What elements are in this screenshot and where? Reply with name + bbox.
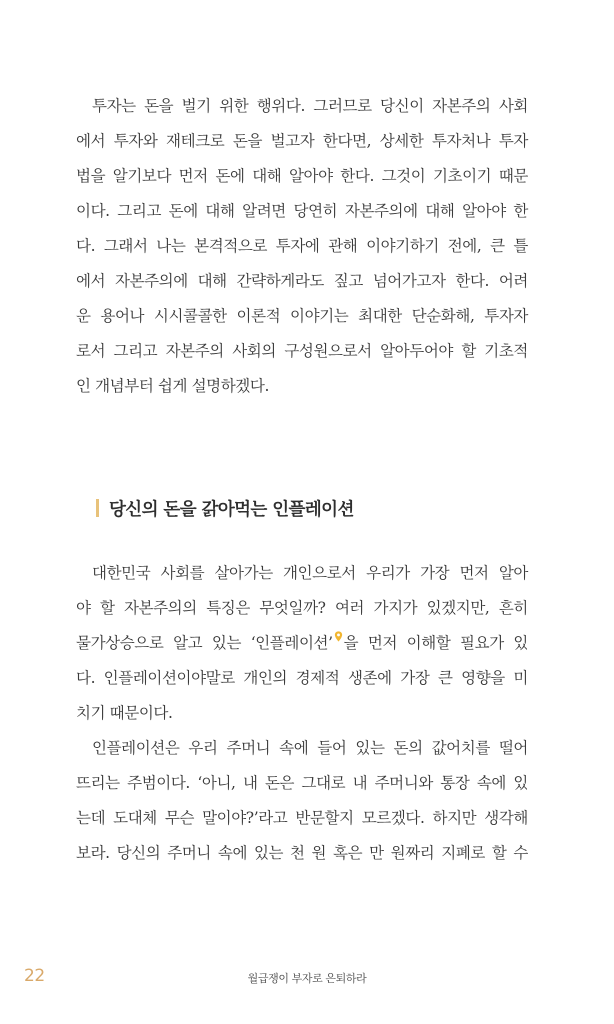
- intro-paragraph: [76, 89, 528, 404]
- text-line: 대한민국 사회를 살아가는 개인으로서 우리가 가장 먼저 알아: [92, 564, 528, 582]
- page-number: 22: [24, 966, 45, 986]
- text-line: 이다. 그리고 돈에 대해 알려면 당연히 자본주의에 대해 알아야 한: [76, 202, 528, 220]
- text-line: 다. 인플레이션이야말로 개인의 경제적 생존에 가장 큰 영향을 미: [76, 669, 528, 687]
- text-line: 투자는 돈을 벌기 위한 행위다. 그러므로 당신이 자본주의 사회: [92, 97, 528, 115]
- text-line-with-footnote: [76, 626, 528, 661]
- text-line: 법을 알기보다 먼저 돈에 대해 알아야 한다. 그것이 기초이기 때문: [76, 167, 528, 185]
- text-line: 야 할 자본주의의 특징은 무엇일까? 여러 가지가 있겠지만, 흔히: [76, 599, 528, 617]
- section-heading-text: 당신의 돈을 갉아먹는 인플레이션: [109, 499, 354, 520]
- text-fragment: 물가상승으로 알고 있는 ‘인플레이션’: [76, 634, 333, 652]
- text-line: 치기 때문이다.: [76, 704, 173, 722]
- text-line: 뜨리는 주범이다. ‘아니, 내 돈은 그대로 내 주머니와 통장 속에 있: [76, 774, 528, 792]
- text-line: 인플레이션은 우리 주머니 속에 들어 있는 돈의 값어치를 떨어: [92, 739, 528, 757]
- text-line: 다. 그래서 나는 본격적으로 투자에 관해 이야기하기 전에, 큰 틀: [76, 237, 528, 255]
- location-pin-icon[interactable]: [334, 631, 343, 642]
- text-line: 인 개념부터 쉽게 설명하겠다.: [76, 377, 269, 395]
- section-heading: [96, 495, 354, 521]
- text-line: 보라. 당신의 주머니 속에 있는 천 원 혹은 만 원짜리 지폐로 할 수: [76, 844, 528, 862]
- heading-accent-bar: [96, 499, 99, 517]
- text-line: 에서 자본주의에 대해 간략하게라도 짚고 넘어가고자 한다. 어려: [76, 272, 528, 290]
- text-line: 는데 도대체 무슨 말이야?’라고 반문할지 모르겠다. 하지만 생각해: [76, 809, 528, 827]
- section-body: [76, 556, 528, 871]
- text-line: 운 용어나 시시콜콜한 이론적 이야기는 최대한 단순화해, 투자자: [76, 307, 528, 325]
- text-line: 로서 그리고 자본주의 사회의 구성원으로서 알아두어야 할 기초적: [76, 342, 528, 360]
- text-line: 에서 투자와 재테크로 돈을 벌고자 한다면, 상세한 투자처나 투자: [76, 132, 528, 150]
- running-footer-book-title: 월급쟁이 부자로 은퇴하라: [247, 972, 367, 985]
- text-fragment: 을 먼저 이해할 필요가 있: [343, 634, 529, 652]
